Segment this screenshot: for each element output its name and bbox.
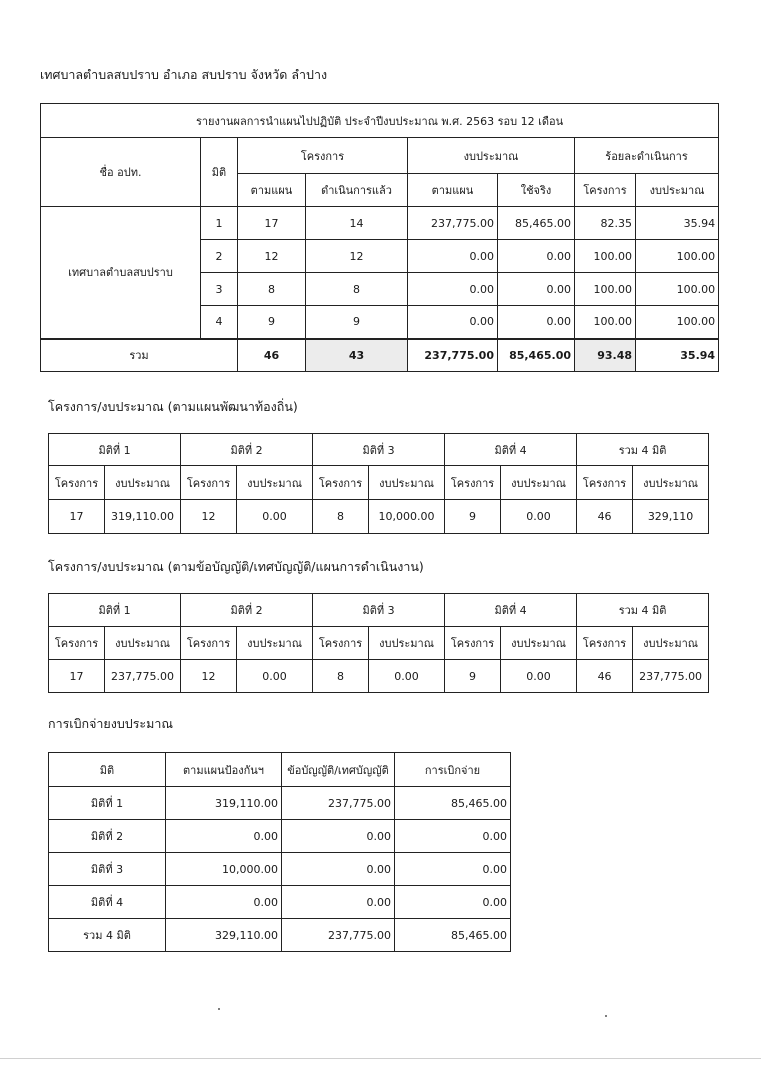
dim1-header: มิติที่ 1 (49, 594, 181, 627)
rule-cell: 0.00 (282, 853, 395, 886)
total-label: รวม 4 มิติ (49, 919, 166, 952)
dim2-header: มิติที่ 2 (181, 594, 313, 627)
plan-cell: 0.00 (166, 886, 282, 919)
total-row (41, 339, 719, 372)
total-header: รวม 4 มิติ (577, 594, 709, 627)
dim-cell: 3 (201, 273, 238, 306)
sub-proj-header: โครงการ (445, 627, 501, 660)
col-rule-header: ข้อบัญญัติ/เทศบัญญัติ (282, 753, 395, 787)
dim-cell: มิติที่ 1 (49, 787, 166, 820)
budget-cell: 10,000.00 (369, 500, 445, 534)
sub-actual-header: ใช้จริง (498, 174, 575, 207)
sub-budget-header: งบประมาณ (633, 466, 709, 500)
dim-cell: 1 (201, 207, 238, 240)
section3-title: โครงการ/งบประมาณ (ตามข้อบัญญัติ/เทศบัญญัติ/แผนการดำเนินงาน) (48, 559, 424, 574)
sub-budget-header: งบประมาณ (369, 627, 445, 660)
sub-budget-header: งบประมาณ (237, 466, 313, 500)
total-rule: 237,775.00 (282, 919, 395, 952)
paid-cell: 0.00 (395, 886, 511, 919)
sub-budget-header: งบประมาณ (369, 466, 445, 500)
sub-pct-budget-header: งบประมาณ (636, 174, 719, 207)
pct-project-cell: 82.35 (575, 207, 636, 240)
page-header: เทศบาลตำบลสบปราบ อำเภอ สบปราบ จังหวัด ลำปาง (40, 67, 328, 82)
pct-budget-cell: 100.00 (636, 273, 719, 306)
budget-cell: 0.00 (237, 500, 313, 534)
budget-cell: 0.00 (237, 660, 313, 693)
plan-cell: 319,110.00 (166, 787, 282, 820)
sub-budget-header: งบประมาณ (501, 627, 577, 660)
col-org-header: ชื่อ อปท. (41, 138, 201, 207)
org-name: เทศบาลตำบลสบปราบ (41, 207, 201, 339)
total-pct-project: 93.48 (575, 339, 636, 372)
done-cell: 8 (306, 273, 408, 306)
sub-budget-header: งบประมาณ (501, 466, 577, 500)
sub-proj-header: โครงการ (313, 627, 369, 660)
budget-plan-cell: 0.00 (408, 273, 498, 306)
col-dim-header: มิติ (49, 753, 166, 787)
budget-cell: 237,775.00 (633, 660, 709, 693)
dim-cell: 2 (201, 240, 238, 273)
proj-cell: 17 (49, 660, 105, 693)
budget-cell: 0.00 (369, 660, 445, 693)
total-label: รวม (41, 339, 238, 372)
pct-budget-cell: 100.00 (636, 240, 719, 273)
proj-cell: 8 (313, 500, 369, 534)
dim2-header: มิติที่ 2 (181, 434, 313, 466)
budget-cell: 237,775.00 (105, 660, 181, 693)
dim-cell: 4 (201, 306, 238, 339)
proj-cell: 12 (181, 500, 237, 534)
paid-cell: 0.00 (395, 853, 511, 886)
pct-budget-cell: 35.94 (636, 207, 719, 240)
scan-speck (218, 1008, 220, 1010)
table-row (41, 207, 719, 240)
budget-plan-cell: 0.00 (408, 306, 498, 339)
paid-cell: 85,465.00 (395, 787, 511, 820)
sub-plan-header: ตามแผน (238, 174, 306, 207)
budget-cell: 329,110 (633, 500, 709, 534)
section2-title: โครงการ/งบประมาณ (ตามแผนพัฒนาท้องถิ่น) (48, 399, 298, 414)
plan-cell: 10,000.00 (166, 853, 282, 886)
proj-cell: 9 (445, 500, 501, 534)
pct-project-cell: 100.00 (575, 306, 636, 339)
table-row (49, 787, 511, 820)
plan-cell: 0.00 (166, 820, 282, 853)
dim-cell: มิติที่ 4 (49, 886, 166, 919)
group-budget-header: งบประมาณ (408, 138, 575, 174)
done-cell: 14 (306, 207, 408, 240)
dim-cell: มิติที่ 2 (49, 820, 166, 853)
paid-cell: 0.00 (395, 820, 511, 853)
sub-budget-header: งบประมาณ (633, 627, 709, 660)
budget-cell: 0.00 (501, 660, 577, 693)
plan-cell: 8 (238, 273, 306, 306)
col-dim-header: มิติ (201, 138, 238, 207)
plan-cell: 9 (238, 306, 306, 339)
actual-cell: 0.00 (498, 306, 575, 339)
proj-cell: 9 (445, 660, 501, 693)
actual-cell: 0.00 (498, 273, 575, 306)
section4-title: การเบิกจ่ายงบประมาณ (48, 716, 173, 731)
total-actual: 85,465.00 (498, 339, 575, 372)
pct-budget-cell: 100.00 (636, 306, 719, 339)
section2-table (48, 433, 709, 534)
proj-cell: 12 (181, 660, 237, 693)
dim-cell: มิติที่ 3 (49, 853, 166, 886)
sub-proj-header: โครงการ (445, 466, 501, 500)
page-bottom-edge (0, 1058, 761, 1059)
sub-proj-header: โครงการ (577, 466, 633, 500)
sub-proj-header: โครงการ (181, 466, 237, 500)
total-budget-plan: 237,775.00 (408, 339, 498, 372)
actual-cell: 85,465.00 (498, 207, 575, 240)
plan-cell: 17 (238, 207, 306, 240)
proj-cell: 17 (49, 500, 105, 534)
total-plan: 329,110.00 (166, 919, 282, 952)
sub-proj-header: โครงการ (313, 466, 369, 500)
rule-cell: 0.00 (282, 886, 395, 919)
proj-cell: 46 (577, 660, 633, 693)
pct-project-cell: 100.00 (575, 273, 636, 306)
group-percent-header: ร้อยละดำเนินการ (575, 138, 719, 174)
total-plan: 46 (238, 339, 306, 372)
sub-pct-project-header: โครงการ (575, 174, 636, 207)
sub-budget-header: งบประมาณ (105, 627, 181, 660)
sub-budget-header: งบประมาณ (237, 627, 313, 660)
dim3-header: มิติที่ 3 (313, 434, 445, 466)
total-row (49, 919, 511, 952)
total-header: รวม 4 มิติ (577, 434, 709, 466)
sub-proj-header: โครงการ (49, 627, 105, 660)
section4-table (48, 752, 511, 952)
budget-cell: 0.00 (501, 500, 577, 534)
sub-proj-header: โครงการ (577, 627, 633, 660)
dim3-header: มิติที่ 3 (313, 594, 445, 627)
dim1-header: มิติที่ 1 (49, 434, 181, 466)
report-table (40, 103, 719, 372)
report-title: รายงานผลการนำแผนไปปฏิบัติ ประจำปีงบประมาณ พ.ศ. 2563 รอบ 12 เดือน (41, 104, 719, 138)
budget-cell: 319,110.00 (105, 500, 181, 534)
done-cell: 12 (306, 240, 408, 273)
total-pct-budget: 35.94 (636, 339, 719, 372)
dim4-header: มิติที่ 4 (445, 434, 577, 466)
group-project-header: โครงการ (238, 138, 408, 174)
sub-done-header: ดำเนินการแล้ว (306, 174, 408, 207)
col-paid-header: การเบิกจ่าย (395, 753, 511, 787)
sub-budget-header: งบประมาณ (105, 466, 181, 500)
table-row (49, 500, 709, 534)
sub-proj-header: โครงการ (181, 627, 237, 660)
actual-cell: 0.00 (498, 240, 575, 273)
plan-cell: 12 (238, 240, 306, 273)
sub-budget-plan-header: ตามแผน (408, 174, 498, 207)
table-row (49, 660, 709, 693)
pct-project-cell: 100.00 (575, 240, 636, 273)
total-done: 43 (306, 339, 408, 372)
table-row (49, 820, 511, 853)
col-plan-header: ตามแผนป้องกันฯ (166, 753, 282, 787)
section3-table (48, 593, 709, 693)
done-cell: 9 (306, 306, 408, 339)
proj-cell: 46 (577, 500, 633, 534)
rule-cell: 237,775.00 (282, 787, 395, 820)
scan-speck (605, 1015, 607, 1017)
table-row (49, 886, 511, 919)
proj-cell: 8 (313, 660, 369, 693)
rule-cell: 0.00 (282, 820, 395, 853)
sub-proj-header: โครงการ (49, 466, 105, 500)
table-row (49, 853, 511, 886)
dim4-header: มิติที่ 4 (445, 594, 577, 627)
budget-plan-cell: 237,775.00 (408, 207, 498, 240)
total-paid: 85,465.00 (395, 919, 511, 952)
budget-plan-cell: 0.00 (408, 240, 498, 273)
